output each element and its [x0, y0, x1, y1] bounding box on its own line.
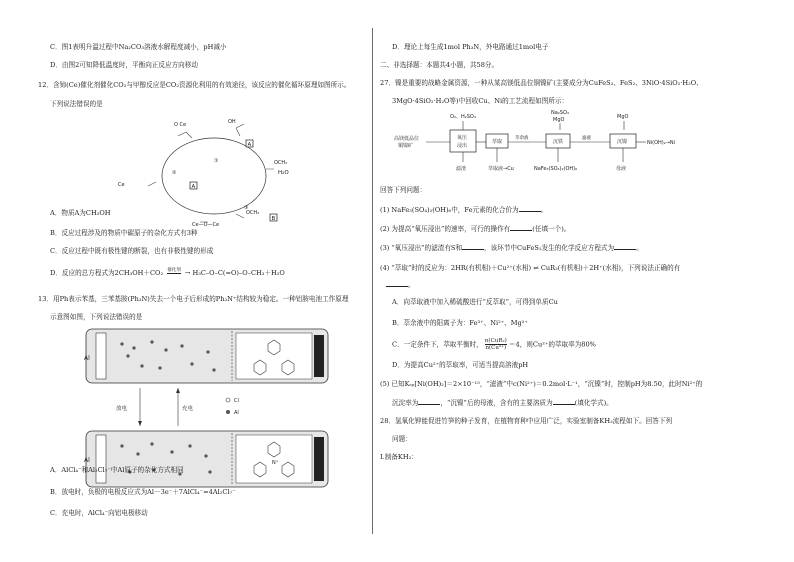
question-13-a: A．AlCl₄⁻和Al₂Cl₇⁻中Al原子的杂化方式相同 [50, 466, 184, 474]
question-12-stem: 12．含铈(Ce)催化剂催化CO₂与甲醇反应是CO₂资源化利用的有效途径，该反应的催化循环原理如图所示。 [38, 81, 351, 89]
cycle-label-a-2: A [191, 184, 196, 190]
flow-label-raffinate: 萃余液 [515, 136, 529, 141]
answer-blank[interactable] [553, 398, 575, 405]
subq-4-a: A．向萃取液中加入稀硫酸进行“反萃取”，可得到单质Cu [392, 298, 558, 306]
subq-5-line2-suffix: (填化学式)。 [574, 399, 613, 407]
svg-text:OCH₃: OCH₃ [246, 210, 260, 216]
flow-byproduct-jarosite: NaFe₃(SO₄)₂(OH)₆ [534, 166, 578, 172]
label-charge: 充电 [182, 406, 194, 412]
flow-source-1: 高镁低品位 [394, 136, 420, 142]
question-13-d: D．理论上每生成1mol Ph₃N，外电路通过1mol电子 [392, 43, 549, 51]
question-13-c: C．充电时，AlCl₄⁻向铝电极移动 [50, 509, 148, 517]
section-2-header: 二、非选择题：本题共4小题，共58分。 [380, 61, 499, 69]
subq-4-c-suffix: ＝4，则Cu²⁺的萃取率为80% [508, 340, 596, 349]
subq-3-text: (3) “氧压浸出”的滤渣有S和 [380, 244, 463, 252]
question-27-stem-2: 3MgO·4SiO₂·H₂O等)中回收Cu、Ni的工艺流程如图所示： [392, 97, 569, 105]
flow-byproduct-residue: 滤渣 [456, 166, 467, 172]
subq-4-d: D．为提高Cu²⁺的萃取率，可适当提高溶液pH [392, 361, 529, 369]
subq-4-blank: 。 [386, 280, 415, 290]
question-12-d [50, 268, 285, 278]
column-divider [372, 28, 373, 534]
question-12-b: B．反应过程涉及的物质中碳原子的杂化方式有3种 [50, 229, 198, 237]
flow-box-leach-2: 浸出 [457, 143, 468, 149]
answer-heading: 回答下列问题： [380, 186, 427, 194]
cycle-step-3: ③ [244, 205, 249, 211]
question-13-prompt: 示意图如图，下列说法错误的是 [50, 313, 143, 321]
question-12-prompt: 下列说法错误的是 [50, 100, 103, 108]
subq-5-line2-mid: ，“沉镍”后的母液，含有的主要溶质为 [440, 399, 553, 407]
subq-5: (5) 已知Kₛₚ[Ni(OH)₂]＝2×10⁻¹⁵，“滤液”中c(Ni²⁺)＝0.2mol·L⁻¹，“沉镍”时，控制pH为8.50，此时Ni²⁺的 [380, 380, 703, 388]
option-d: D．由图2可知降低温度时，平衡向正反应方向移动 [50, 61, 198, 69]
catalytic-cycle-diagram [116, 114, 316, 234]
flow-byproduct-extract: 萃取液→Cu [488, 166, 514, 172]
flow-in-o2: O₂、H₂SO₄ [450, 114, 476, 120]
cycle-label-a: A [247, 142, 252, 148]
flow-box-nickel: 沉镍 [617, 139, 628, 145]
question-13-b: B．放电时，负极的电极反应式为Al－3e⁻＋7AlCl₄⁻=4Al₂Cl₇⁻ [50, 488, 236, 496]
question-28-stem-2: 问题： [392, 435, 412, 443]
fraction-numerator: n(CuR₂) [484, 338, 507, 344]
subq-4-b: B．萃余液中的阳离子为：Fe³⁺、Ni²⁺、Mg²⁺ [392, 319, 528, 327]
flow-out-nickel: Ni(OH)₂→Ni [647, 140, 676, 146]
question-12-d-left: D．反应的总方程式为2CH₃OH＋CO₂ [50, 269, 164, 277]
flow-in-mgo-2: MgO [617, 114, 629, 120]
svg-text:Ce—O—Ce: Ce—O—Ce [192, 222, 220, 228]
legend-al: Al [234, 410, 239, 416]
subq-3-mid: ，该环节中CuFeS₂发生的化学反应方程式为 [484, 244, 615, 252]
flow-label-filtrate: 滤液 [582, 136, 591, 141]
svg-text:O Ce: O Ce [174, 122, 187, 128]
answer-blank[interactable] [510, 224, 532, 231]
battery-bottom-al: Al [84, 457, 90, 464]
flow-byproduct-mother: 母液 [616, 166, 627, 172]
svg-text:Ce: Ce [118, 182, 125, 188]
subq-5-line2-text: 沉淀率为 [392, 399, 419, 407]
question-12-d-right: → H₃C–O–C(=O)–O–CH₃＋H₂O [184, 269, 285, 277]
cycle-water: H₂O [278, 170, 289, 176]
answer-blank[interactable] [462, 243, 484, 250]
svg-text:OH: OH [228, 119, 236, 125]
cycle-step-1: ① [214, 158, 219, 164]
battery-top-al: Al [84, 355, 90, 362]
question-28-stem: 28．氢氧化钾能促进竹笋的种子发育，在植物育种中应用广泛，实验室制备KH₂流程如下。回答下列 [380, 417, 673, 425]
flow-box-iron: 沉铁 [553, 139, 564, 145]
answer-blank[interactable] [614, 243, 636, 250]
label-discharge: 放电 [116, 406, 128, 412]
cycle-label-b: B [271, 216, 276, 222]
question-12-a: A．物质A为CH₃OH [50, 209, 111, 217]
fraction [485, 338, 507, 351]
svg-text:OCH₃: OCH₃ [274, 160, 288, 166]
flow-box-leach-1: 氧压 [457, 135, 468, 141]
option-c: C．图1表明升温过程中Na₂CO₃溶液水解程度减小，pH减小 [50, 43, 227, 51]
flow-source-2: 铜镍矿 [398, 143, 414, 149]
flow-in-mgo: MgO [553, 117, 565, 123]
answer-blank[interactable] [386, 280, 408, 287]
svg-text:N⁺: N⁺ [272, 460, 279, 466]
answer-blank[interactable] [418, 398, 440, 405]
cycle-step-2: ② [172, 170, 177, 176]
subq-4-c-text: C．一定条件下，萃取平衡时， [392, 340, 483, 349]
subq-3: (3) “氧压浸出”的滤渣有S和 ，该环节中CuFeS₂发生的化学反应方程式为 。 [380, 244, 643, 252]
subq-2-text: (2) 为提高“氧压浸出”的速率，可行的操作有 [380, 225, 511, 233]
subq-2-suffix: (任填一个)。 [532, 225, 571, 233]
process-flow-diagram [388, 110, 708, 180]
question-12-c: C．反应过程中既有极性键的断裂，也有非极性键的形成 [50, 247, 214, 255]
question-28-part-1: I.制备KH₂： [380, 453, 418, 461]
subq-4: (4) “萃取”时的反应为：2HR(有机相)＋Cu²⁺(水相) ⇌ CuR₂(有机相)＋2H⁺(水相)，下列说法正确的有 [380, 264, 681, 272]
legend-cl: Cl [234, 398, 239, 404]
answer-blank[interactable] [519, 205, 541, 212]
subq-4-c [392, 338, 596, 351]
subq-2 [380, 224, 570, 234]
question-27-stem: 27．镍是重要的战略金属资源，一种从某高镁低品位铜镍矿(主要成分为CuFeS₂、FeS₂、3NiO·4SiO₂·H₂O、 [380, 79, 703, 87]
reaction-condition: 催化剂 [167, 268, 181, 273]
question-13-stem: 13．用Ph表示苯基，三苯基胺(Ph₃N)失去一个电子后形成的Ph₃N⁺结构较为稳定。一种铝胺电池工作原理 [38, 295, 349, 303]
fraction-denominator: n(Cu²⁺) [485, 345, 507, 352]
subq-1-text: (1) NaFe₃(SO₄)₂(OH)₆中，Fe元素的化合价为 [380, 206, 519, 214]
flow-box-extract: 萃取 [492, 139, 503, 145]
subq-1: (1) NaFe₃(SO₄)₂(OH)₆中，Fe元素的化合价为 。 [380, 206, 548, 214]
flow-in-na2so4: Na₂SO₄ [551, 110, 569, 116]
subq-5-line2 [392, 398, 613, 408]
